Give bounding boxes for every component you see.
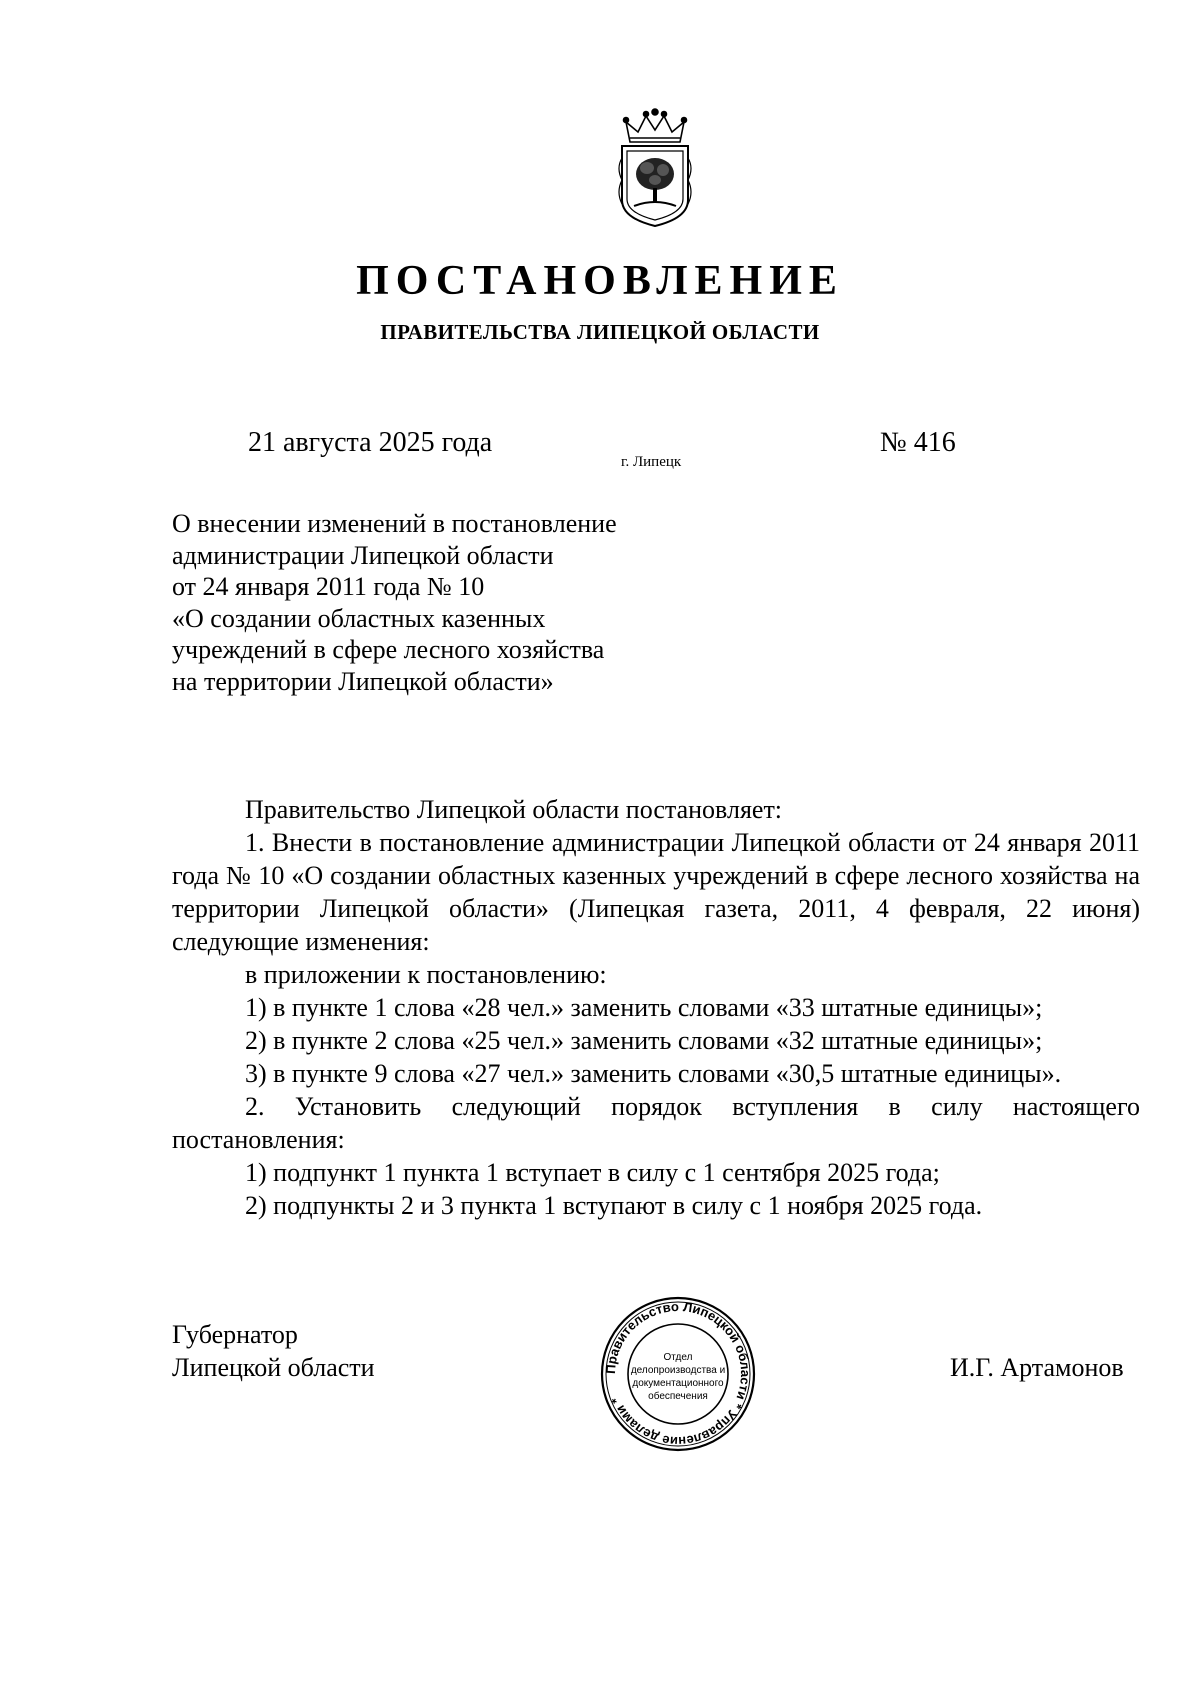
seal-outer-text: Правительство Липецкой области * Управление делами *: [602, 1298, 754, 1450]
heading-line: администрации Липецкой области: [172, 540, 554, 570]
heading-line: от 24 января 2011 года № 10: [172, 572, 485, 601]
heading-line: на территории Липецкой области»: [172, 666, 554, 696]
document-date: 21 августа 2025 года: [248, 427, 493, 458]
document-body: [172, 793, 1140, 1222]
coat-of-arms-icon: [612, 108, 698, 230]
body-paragraph: 1) в пункте 1 слова «28 чел.» заменить словами «33 штатные единицы»;: [245, 993, 1043, 1022]
body-paragraph: 1. Внести в постановление администрации Липецкой области от 24 января 2011 года № 10 «О создании областных казенных учреждений в сфере лесного хозяйства на территории Липецкой области» (Липецкая газета, 2011, 4 февраля, 22 июня) следующие изменения:: [172, 828, 1140, 956]
issuing-authority: ПРАВИТЕЛЬСТВА ЛИПЕЦКОЙ ОБЛАСТИ: [380, 320, 820, 344]
document-type-title: ПОСТАНОВЛЕНИЕ: [356, 258, 844, 304]
heading-line: учреждений в сфере лесного хозяйства: [172, 635, 605, 664]
body-paragraph: в приложении к постановлению:: [245, 960, 607, 989]
signatory-name: И.Г. Артамонов: [950, 1353, 1124, 1382]
body-paragraph: 2) подпункты 2 и 3 пункта 1 вступают в силу с 1 ноября 2025 года.: [245, 1191, 983, 1220]
body-paragraph: 2) в пункте 2 слова «25 чел.» заменить словами «32 штатные единицы»;: [245, 1026, 1043, 1055]
seal-inner-line: делопроизводства и: [630, 1365, 726, 1376]
signatory-position: [172, 1318, 375, 1384]
body-paragraph: 2. Установить следующий порядок вступления в силу настоящего постановления:: [172, 1092, 1140, 1154]
document-heading: [172, 508, 712, 697]
document-city: г. Липецк: [621, 454, 682, 470]
heading-line: О внесении изменений в постановление: [172, 509, 617, 538]
signatory-position-line: Губернатор: [172, 1320, 298, 1349]
signatory-position-line: Липецкой области: [172, 1353, 375, 1382]
body-paragraph: 3) в пункте 9 слова «27 чел.» заменить словами «30,5 штатные единицы».: [245, 1059, 1062, 1088]
heading-line: «О создании областных казенных: [172, 603, 546, 633]
official-seal-icon: [598, 1294, 758, 1454]
seal-inner-line: обеспечения: [648, 1391, 708, 1402]
seal-inner-line: документационного: [632, 1378, 724, 1389]
body-paragraph: Правительство Липецкой области постановляет:: [245, 795, 783, 824]
seal-inner-line: Отдел: [663, 1352, 693, 1363]
document-number: № 416: [880, 427, 956, 458]
body-paragraph: 1) подпункт 1 пункта 1 вступает в силу с 1 сентября 2025 года;: [245, 1158, 940, 1187]
